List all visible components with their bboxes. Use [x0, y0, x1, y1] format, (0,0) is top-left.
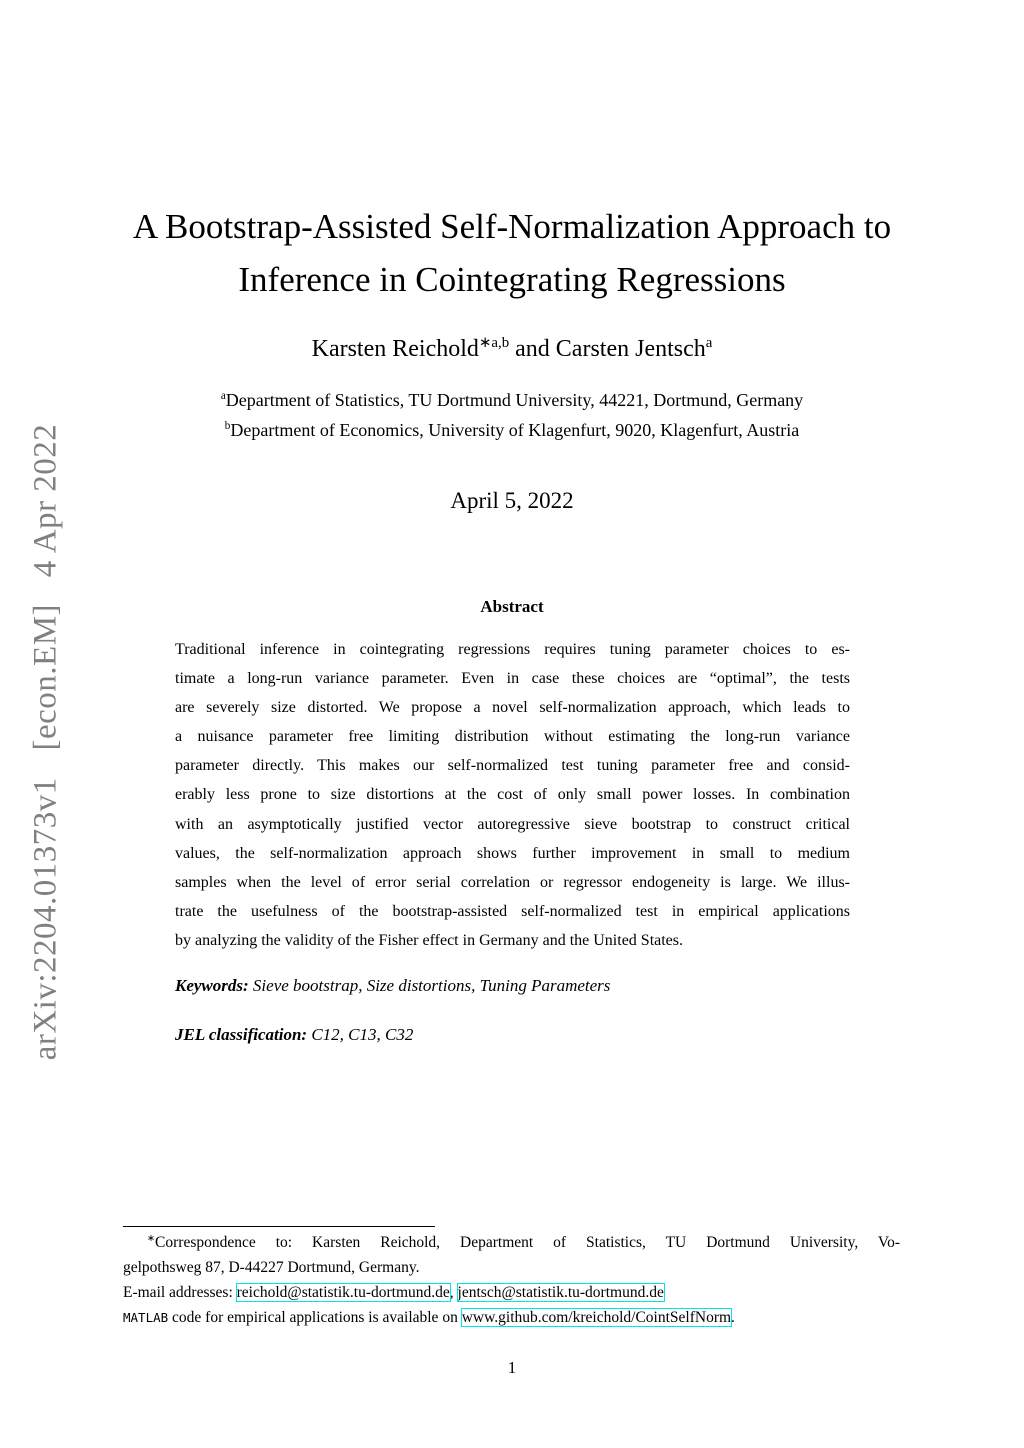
- author-list: [0, 336, 1024, 363]
- footnotes: [123, 1230, 900, 1330]
- github-link[interactable]: www.github.com/kreichold/CointSelfNorm: [461, 1309, 732, 1326]
- affiliation-a-mark: a: [220, 390, 226, 402]
- affiliation-b: [0, 420, 1024, 441]
- affiliation-b-mark: b: [224, 420, 231, 432]
- abstract-line: are severely size distorted. We propose a novel self-normalization approach, which leads to: [175, 699, 850, 717]
- abstract-line: erably less prone to size distortions at the cost of only small power losses. In combination: [175, 786, 850, 804]
- code-text: code for empirical applications is available on: [172, 1309, 458, 1326]
- email-link-jentsch[interactable]: jentsch@statistik.tu-dortmund.de: [457, 1284, 664, 1301]
- author-2: Carsten Jentsch: [555, 336, 706, 362]
- correspondence-line-1: ∗Correspondence to: Karsten Reichold, Department of Statistics, TU Dortmund University, Vo-: [147, 1232, 900, 1251]
- abstract-line: parameter directly. This makes our self-normalized test tuning parameter free and consid-: [175, 757, 850, 775]
- arxiv-category: [econ.EM]: [27, 603, 64, 751]
- jel-classification: [175, 1025, 413, 1045]
- keywords-value: Sieve bootstrap, Size distortions, Tuning Parameters: [252, 976, 611, 995]
- abstract-body: [175, 635, 850, 955]
- email-line: [123, 1280, 900, 1305]
- email-label: E-mail addresses:: [123, 1284, 233, 1301]
- author-2-marks: a: [705, 335, 713, 351]
- jel-label: JEL classification:: [175, 1025, 308, 1044]
- page-number: 1: [507, 1358, 517, 1377]
- abstract-line: a nuisance parameter free limiting distribution without estimating the long-run variance: [175, 728, 850, 746]
- title-line-1: A Bootstrap-Assisted Self-Normalization Approach to: [132, 207, 892, 246]
- code-line: [123, 1305, 900, 1330]
- paper-title: [0, 200, 1024, 306]
- email-separator: ,: [449, 1284, 454, 1301]
- correspondence-line-2: gelpothsweg 87, D-44227 Dortmund, Germany.: [123, 1259, 420, 1276]
- author-1-marks: ∗a,b: [478, 335, 510, 351]
- abstract-heading: Abstract: [480, 597, 544, 616]
- affiliation-a-text: Department of Statistics, TU Dortmund University, 44221, Dortmund, Germany: [225, 390, 804, 410]
- abstract-line: Traditional inference in cointegrating regressions requires tuning parameter choices to es-: [175, 641, 850, 658]
- email-link-reichold[interactable]: reichold@statistik.tu-dortmund.de: [236, 1284, 450, 1301]
- abstract-line: trate the usefulness of the bootstrap-assisted self-normalized test in empirical applications: [175, 902, 850, 920]
- author-1: Karsten Reichold: [311, 336, 479, 362]
- abstract-line: with an asymptotically justified vector autoregressive sieve bootstrap to construct critical: [175, 815, 850, 833]
- publication-date: April 5, 2022: [450, 488, 574, 513]
- abstract-line: values, the self-normalization approach shows further improvement in small to medium: [175, 844, 850, 862]
- arxiv-date: 4 Apr 2022: [27, 423, 64, 578]
- matlab-label: MATLAB: [123, 1310, 169, 1325]
- title-line-2: Inference in Cointegrating Regressions: [238, 260, 786, 299]
- author-connector: and: [515, 336, 550, 362]
- code-end: .: [731, 1309, 735, 1326]
- abstract-line: by analyzing the validity of the Fisher effect in Germany and the United States.: [175, 931, 684, 949]
- keywords-label: Keywords:: [175, 976, 249, 995]
- abstract-line: samples when the level of error serial correlation or regressor endogeneity is large. We illus-: [175, 873, 850, 891]
- jel-value: C12, C13, C32: [311, 1025, 414, 1044]
- affiliation-b-text: Department of Economics, University of Klagenfurt, 9020, Klagenfurt, Austria: [230, 420, 800, 440]
- arxiv-id: arXiv:2204.01373v1: [27, 777, 64, 1061]
- footnote-rule: [123, 1226, 435, 1227]
- affiliation-a: [0, 390, 1024, 411]
- correspondence-mark: ∗: [147, 1232, 156, 1244]
- keywords: [175, 976, 610, 996]
- abstract-line: timate a long-run variance parameter. Even in case these choices are “optimal”, the tests: [175, 670, 850, 688]
